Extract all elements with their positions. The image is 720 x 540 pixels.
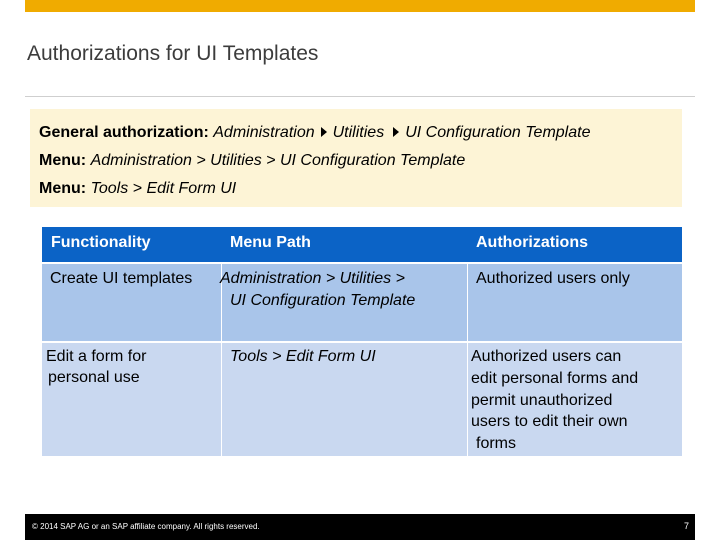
page-number: 7 (683, 521, 689, 531)
path-step-3: UI Configuration Template (405, 124, 591, 141)
path-step-1: Administration (213, 124, 315, 141)
general-authorization-line (39, 124, 590, 142)
table-row (42, 343, 682, 456)
cell-menu-path-line-2: UI Configuration Template (230, 292, 416, 309)
menu-line-2 (39, 180, 236, 198)
menu-path-1: Administration > Utilities > UI Configuration Template (90, 152, 466, 169)
cell-authorization-line-2: edit personal forms and (471, 370, 639, 387)
menu-path-2: Tools > Edit Form UI (90, 180, 237, 197)
cell-menu-path: Tools > Edit Form UI (230, 348, 376, 365)
table-row (42, 264, 682, 341)
cell-menu-path-line-1: Administration > Utilities > (220, 270, 405, 287)
column-divider (467, 264, 468, 341)
column-divider (467, 343, 468, 456)
header-menu-path: Menu Path (230, 234, 311, 251)
cell-authorization-line-4: users to edit their own (471, 413, 628, 430)
cell-authorization: Authorized users only (476, 270, 630, 287)
arrow-right-icon (321, 127, 327, 137)
title-divider (25, 96, 695, 97)
arrow-right-icon (393, 127, 399, 137)
path-step-2: Utilities (332, 124, 385, 141)
info-box (30, 109, 682, 207)
header-authorizations: Authorizations (476, 234, 588, 251)
top-accent-bar (25, 0, 695, 12)
general-authorization-label: General authorization: (39, 124, 209, 141)
cell-authorization-line-3: permit unauthorized (471, 392, 613, 409)
footer-bar (25, 514, 695, 540)
header-functionality: Functionality (51, 234, 151, 251)
cell-functionality-line-2: personal use (48, 369, 140, 386)
column-divider (221, 343, 222, 456)
cell-authorization-line-5: forms (476, 435, 516, 452)
menu-line-1 (39, 152, 465, 170)
cell-functionality-line-1: Edit a form for (46, 348, 147, 365)
cell-authorization-line-1: Authorized users can (471, 348, 622, 365)
menu-label-2: Menu: (39, 180, 87, 197)
table-header-row (42, 227, 682, 262)
cell-functionality: Create UI templates (50, 270, 193, 287)
copyright-text: © 2014 SAP AG or an SAP affiliate company. All rights reserved. (32, 522, 260, 531)
menu-label-1: Menu: (39, 152, 87, 169)
page-title: Authorizations for UI Templates (27, 42, 319, 65)
